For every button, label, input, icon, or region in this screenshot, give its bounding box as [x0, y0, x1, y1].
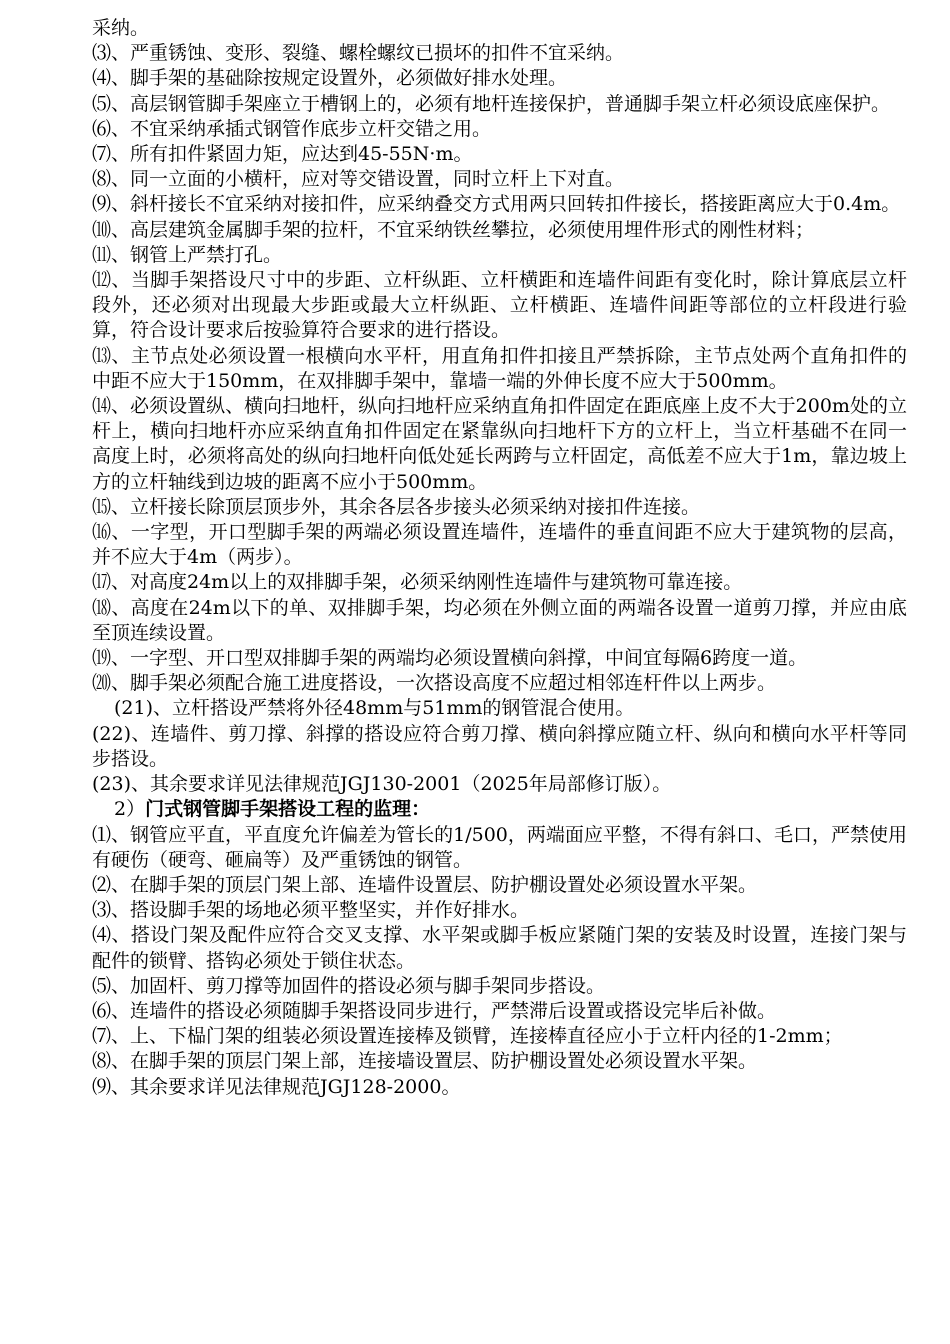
clause-21: (21)、立杆搭设严禁将外径48mm与51mm的钢管混合使用。: [114, 697, 635, 720]
paragraph-continuation: 采纳。: [92, 17, 150, 39]
clause-10: ⑽、高层建筑金属脚手架的拉杆，不宜采纳铁丝攀拉，必须使用埋件形式的刚性材料；: [92, 218, 815, 241]
section-title: 门式钢管脚手架搭设工程的监理：: [145, 798, 431, 821]
clause-22: (22)、连墙件、剪刀撑、斜撑的搭设应符合剪刀撑、横向斜撑应随立杆、纵向和横向水平杆等同步搭设。: [92, 722, 907, 770]
clause-5: ⑸、高层钢管脚手架座立于槽钢上的，必须有地杆连接保护，普通脚手架立杆必须设底座保护。: [92, 92, 891, 115]
door-clause-3: ⑶、搭设脚手架的场地必须平整坚实，并作好排水。: [92, 899, 530, 922]
clause-15: ⒂、立杆接长除顶层顶步外，其余各层各步接头必须采纳对接扣件连接。: [92, 495, 701, 518]
clause-7: ⑺、所有扣件紧固力矩，应达到45-55N·m。: [92, 143, 473, 166]
clause-17: ⒄、对高度24m以上的双排脚手架，必须采纳刚性连墙件与建筑物可靠连接。: [92, 571, 743, 594]
door-clause-1: ⑴、钢管应平直，平直度允许偏差为管长的1/500，两端面应平整，不得有斜口、毛口，严禁使用有硬伤（硬弯、砸扁等）及严重锈蚀的钢管。: [92, 823, 907, 871]
door-clause-5: ⑸、加固杆、剪刀撑等加固件的搭设必须与脚手架同步搭设。: [92, 974, 606, 997]
clause-20: ⒇、脚手架必须配合施工进度搭设，一次搭设高度不应超过相邻连杆件以上两步。: [92, 672, 777, 695]
section-heading: [92, 797, 907, 822]
clause-3: ⑶、严重锈蚀、变形、裂缝、螺栓螺纹已损坏的扣件不宜采纳。: [92, 42, 625, 65]
door-clause-2: ⑵、在脚手架的顶层门架上部、连墙件设置层、防护棚设置处必须设置水平架。: [92, 873, 758, 896]
clause-6: ⑹、不宜采纳承插式钢管作底步立杆交错之用。: [92, 117, 492, 140]
door-clause-7: ⑺、上、下榀门架的组装必须设置连接棒及锁臂，连接棒直径应小于立杆内径的1-2mm；: [92, 1025, 843, 1048]
clause-14: ⒁、必须设置纵、横向扫地杆，纵向扫地杆应采纳直角扣件固定在距底座上皮不大于200m处的立杆上，横向扫地杆亦应采纳直角扣件固定在紧靠纵向扫地杆下方的立杆上，当立杆基础不在同一高度上时，必须将高处的纵向扫地杆向低处延长两跨与立杆固定，高低差不应大于1m，靠边坡上方的立杆轴线到边坡的距离不应小于500mm。: [92, 395, 907, 493]
clause-9: ⑼、斜杆接长不宜采纳对接扣件，应采纳叠交方式用两只回转扣件接长，搭接距离应大于0.4m。: [92, 193, 901, 216]
clause-13: ⒀、主节点处必须设置一根横向水平杆，用直角扣件扣接且严禁拆除，主节点处两个直角扣件的中距不应大于150mm，在双排脚手架中，靠墙一端的外伸长度不应大于500mm。: [92, 344, 907, 392]
clause-16: ⒃、一字型，开口型脚手架的两端必须设置连墙件，连墙件的垂直间距不应大于建筑物的层高，并不应大于4m（两步）。: [92, 521, 907, 569]
clause-11: ⑾、钢管上严禁打孔。: [92, 243, 283, 266]
clause-12: ⑿、当脚手架搭设尺寸中的步距、立杆纵距、立杆横距和连墙件间距有变化时，除计算底层立杆段外，还必须对出现最大步距或最大立杆纵距、立杆横距、连墙件间距等部位的立杆段进行验算，符合设计要求后按验算符合要求的进行搭设。: [92, 269, 907, 342]
document-page: [92, 16, 907, 1100]
door-clause-9: ⑼、其余要求详见法律规范JGJ128-2000。: [92, 1075, 461, 1098]
door-clause-6: ⑹、连墙件的搭设必须随脚手架搭设同步进行，严禁滞后设置或搭设完毕后补做。: [92, 999, 777, 1022]
clause-4: ⑷、脚手架的基础除按规定设置外，必须做好排水处理。: [92, 67, 568, 90]
clause-23: (23)、其余要求详见法律规范JGJ130-2001（2025年局部修订版）。: [92, 773, 672, 796]
door-clause-8: ⑻、在脚手架的顶层门架上部，连接墙设置层、防护棚设置处必须设置水平架。: [92, 1050, 758, 1073]
clause-18: ⒅、高度在24m以下的单、双排脚手架，均必须在外侧立面的两端各设置一道剪刀撑，并应由底至顶连续设置。: [92, 596, 907, 644]
door-clause-4: ⑷、搭设门架及配件应符合交叉支撑、水平架或脚手板应紧随门架的安装及时设置，连接门架与配件的锁臂、搭钩必须处于锁住状态。: [92, 924, 907, 972]
clause-19: ⒆、一字型、开口型双排脚手架的两端均必须设置横向斜撑，中间宜每隔6跨度一道。: [92, 647, 808, 670]
clause-8: ⑻、同一立面的小横杆，应对等交错设置，同时立杆上下对直。: [92, 168, 625, 191]
section-number: 2）: [114, 798, 146, 821]
